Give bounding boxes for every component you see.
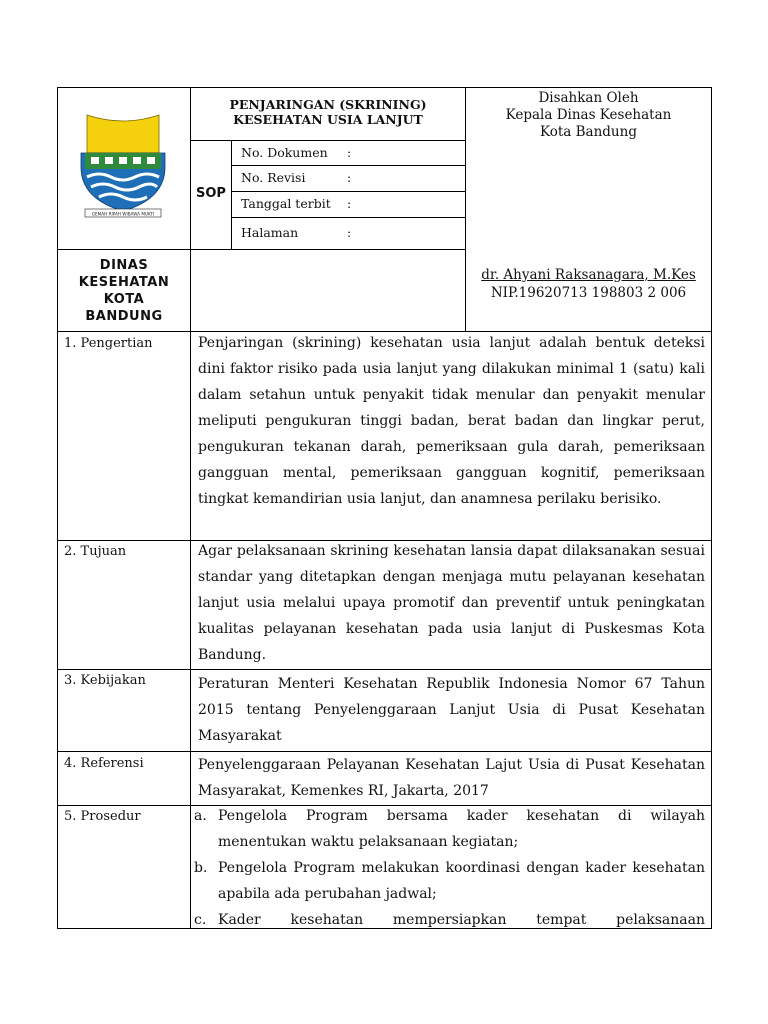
sop-document (57, 87, 712, 929)
section-label-referensi: 4. Referensi (64, 756, 144, 771)
department-name: DINAS KESEHATAN KOTA BANDUNG (78, 258, 170, 324)
meta-label-tanggal-terbit: Tanggal terbit (241, 196, 331, 211)
section-text-kebijakan: Peraturan Menteri Kesehatan Republik Indonesia Nomor 67 Tahun 2015 tentang Penyelenggaraan Lanjut Usia di Pusat Kesehatan Masyarakat (198, 676, 705, 744)
signer-nip: NIP.19620713 198803 2 006 (490, 285, 687, 301)
meta-label-no-dokumen: No. Dokumen (241, 145, 328, 160)
bandung-city-logo (77, 109, 169, 221)
section-label-prosedur: 5. Prosedur (64, 809, 141, 824)
approval-block (466, 90, 711, 141)
meta-value-halaman: : (347, 225, 352, 240)
section-text-tujuan: Agar pelaksanaan skrining kesehatan lansia dapat dilaksanakan sesuai standar yang ditetapkan dengan menjaga mutu pelayanan kesehatan lanjut usia melalui upaya promotif dan preventif untuk peningkatan kualitas pelayanan kesehatan pada usia lanjut di Puskesmas Kota Bandung. (198, 543, 705, 663)
procedure-item (194, 855, 705, 907)
signer-name: dr. Ahyani Raksanagara, M.Kes (481, 267, 696, 283)
procedure-marker: a. (194, 808, 207, 824)
approval-line-1: Disahkan Oleh (538, 90, 639, 106)
section-text-pengertian: Penjaringan (skrining) kesehatan usia lanjut adalah bentuk deteksi dini faktor risiko pada usia lanjut yang dilakukan minimal 1 (satu) kali dalam setahun untuk penyakit tidak menular dan penyakit menular meliputi pengukuran tinggi badan, berat badan dan lingkar perut, pengukuran tekanan darah, pemeriksaan gula darah, pemeriksaan gangguan mental, pemeriksaan gangguan kognitif, pemeriksaan tingkat kemandirian usia lanjut, dan anamnesa perilaku berisiko. (198, 335, 705, 507)
procedure-marker: b. (194, 860, 208, 876)
section-label-pengertian: 1. Pengertian (64, 336, 153, 351)
procedure-text: Pengelola Program melakukan koordinasi dengan kader kesehatan apabila ada perubahan jadwal; (218, 860, 705, 902)
procedure-text: Pengelola Program bersama kader kesehatan di wilayah menentukan waktu pelaksanaan kegiatan; (218, 808, 705, 850)
section-label-kebijakan: 3. Kebijakan (64, 673, 146, 688)
logo-motto: GEMAH RIPAH WIBAWA MUKTI (91, 211, 155, 217)
document-title: PENJARINGAN (SKRINING) KESEHATAN USIA LANJUT (229, 97, 427, 127)
sop-label: SOP (196, 186, 226, 201)
meta-value-tanggal-terbit: : (347, 196, 352, 211)
procedure-text: Kader kesehatan mempersiapkan tempat pelaksanaan (218, 912, 705, 928)
procedure-marker: c. (194, 912, 207, 928)
procedure-item (194, 803, 705, 855)
section-text-referensi: Penyelenggaraan Pelayanan Kesehatan Lajut Usia di Pusat Kesehatan Masyarakat, Kemenkes RI, Jakarta, 2017 (198, 757, 705, 799)
approval-line-3: Kota Bandung (540, 124, 637, 140)
meta-value-no-revisi: : (347, 170, 352, 185)
meta-label-no-revisi: No. Revisi (241, 170, 306, 185)
meta-value-no-dokumen: : (347, 145, 352, 160)
section-label-tujuan: 2. Tujuan (64, 544, 127, 559)
procedure-item (194, 907, 705, 929)
meta-label-halaman: Halaman (241, 225, 299, 240)
approval-line-2: Kepala Dinas Kesehatan (505, 107, 672, 123)
